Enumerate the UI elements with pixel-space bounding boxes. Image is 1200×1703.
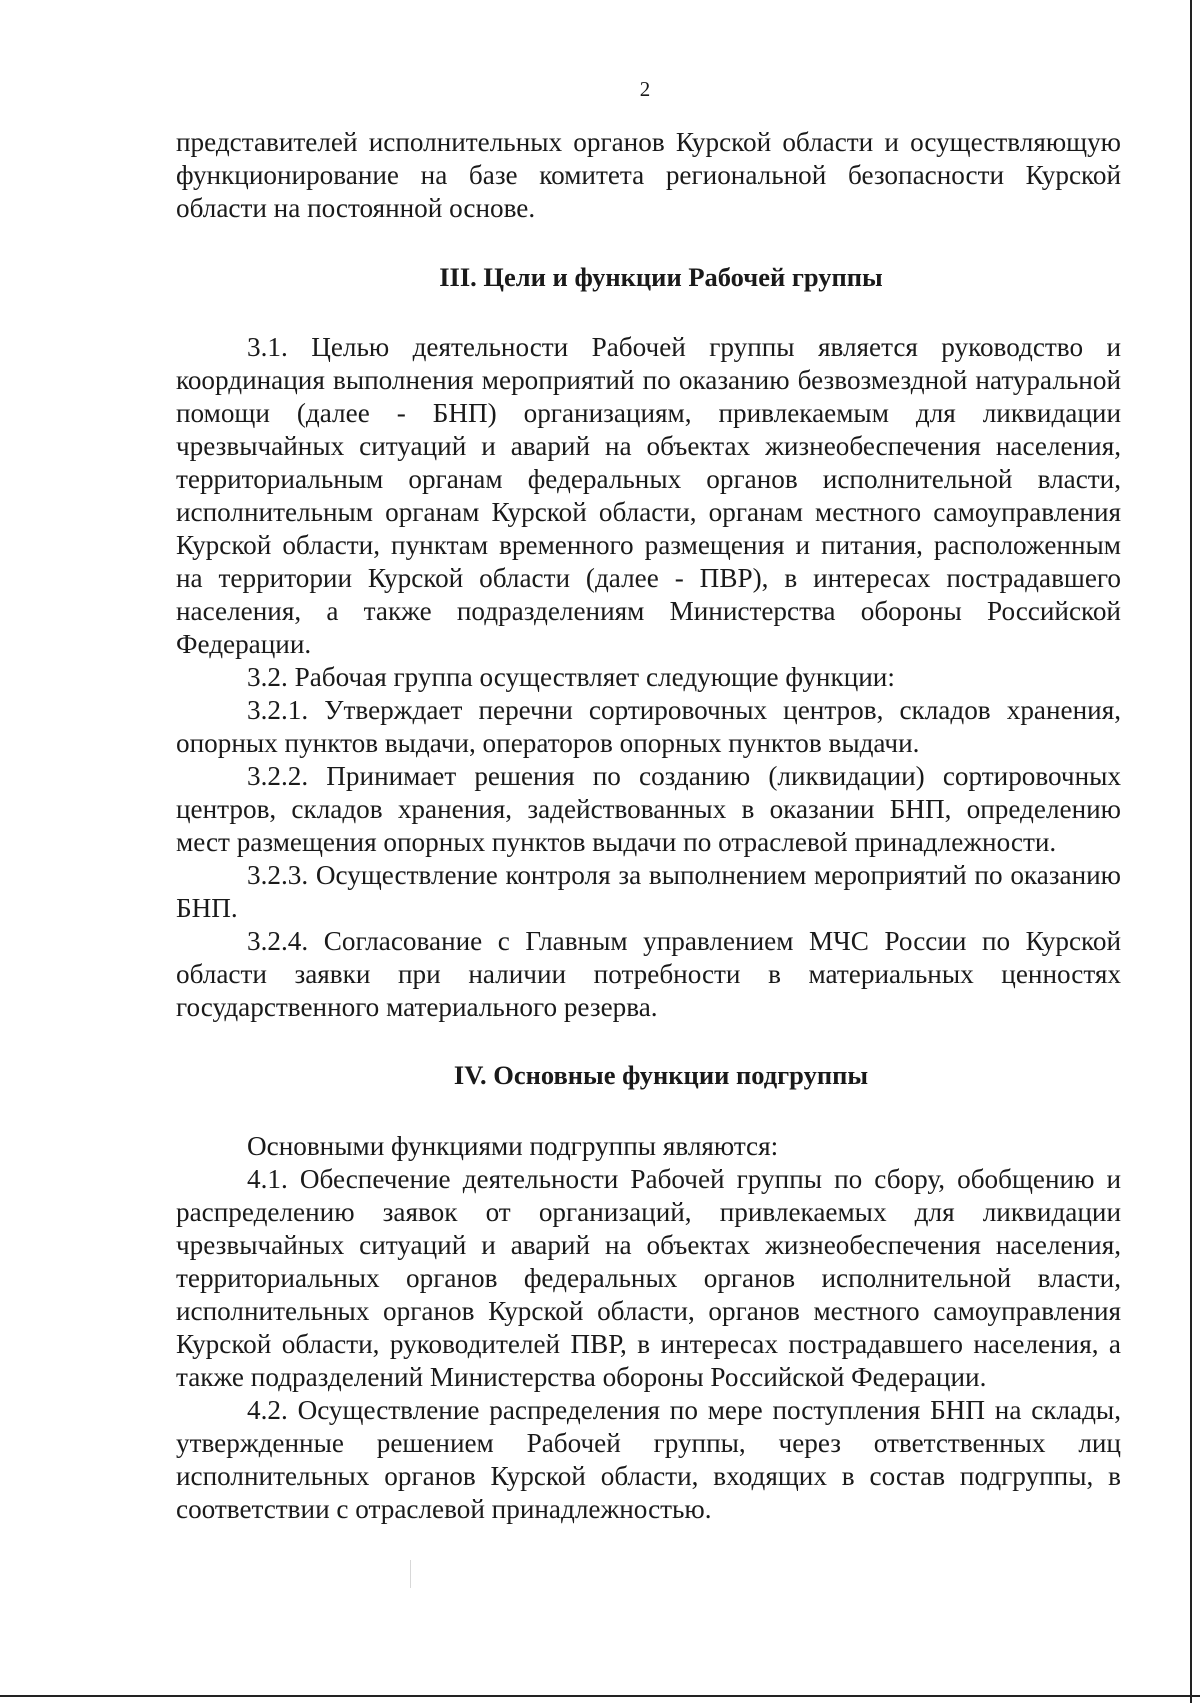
paragraph-3-2-2: 3.2.2. Принимает решения по созданию (ликвидации) сортировочных центров, складов хранения, задействованных в оказании БНП, определению мест размещения опорных пунктов выдачи по отраслевой принадлежности. <box>176 761 1121 857</box>
paragraph-3-1: 3.1. Целью деятельности Рабочей группы является руководство и координация выполнения мероприятий по оказанию безвозмездной натуральной помощи (далее - БНП) организациям, привлекаемым для ликвидации чрезвычайных ситуаций и аварий на объектах жизнеобеспечения населения, территориальным органам федеральных органов исполнительной власти, исполнительным органам Курской области, органам местного самоуправления Курской области, пунктам временного размещения и питания, расположенным на территории Курской области (далее - ПВР), в интересах пострадавшего населения, а также подразделениям Министерства обороны Российской Федерации. <box>176 332 1121 659</box>
scan-edge-right <box>1190 0 1192 1703</box>
section-4-heading: IV. Основные функции подгруппы <box>453 1060 869 1090</box>
document-body <box>176 126 1121 1526</box>
scan-edge-bottom <box>0 1695 1200 1697</box>
section-4-intro: Основными функциями подгруппы являются: <box>247 1131 779 1161</box>
paragraph-3-2-4: 3.2.4. Согласование с Главным управлением МЧС России по Курской области заявки при наличии потребности в материальных ценностях государственного материального резерва. <box>176 926 1121 1022</box>
scan-artifact <box>410 1560 411 1588</box>
paragraph-3-2-3: 3.2.3. Осуществление контроля за выполнением мероприятий по оказанию БНП. <box>176 860 1121 923</box>
paragraph-3-2-1: 3.2.1. Утверждает перечни сортировочных центров, складов хранения, опорных пунктов выдачи, операторов опорных пунктов выдачи. <box>176 695 1121 758</box>
paragraph-3-2: 3.2. Рабочая группа осуществляет следующие функции: <box>247 662 895 692</box>
section-3-heading: III. Цели и функции Рабочей группы <box>439 262 883 292</box>
paragraph-4-2: 4.2. Осуществление распределения по мере поступления БНП на склады, утвержденные решением Рабочей группы, через ответственных лиц исполнительных органов Курской области, входящих в состав подгруппы, в соответствии с отраслевой принадлежностью. <box>176 1395 1121 1524</box>
paragraph-4-1: 4.1. Обеспечение деятельности Рабочей группы по сбору, обобщению и распределению заявок от организаций, привлекаемых для ликвидации чрезвычайных ситуаций и аварий на объектах жизнеобеспечения населения, территориальных органов федеральных органов исполнительной власти, исполнительных органов Курской области, органов местного самоуправления Курской области, руководителей ПВР, в интересах пострадавшего населения, а также подразделений Министерства обороны Российской Федерации. <box>176 1164 1121 1392</box>
intro-continuation: представителей исполнительных органов Курской области и осуществляющую функционирование на базе комитета региональной безопасности Курской области на постоянной основе. <box>176 127 1121 223</box>
page-number: 2 <box>639 77 651 101</box>
